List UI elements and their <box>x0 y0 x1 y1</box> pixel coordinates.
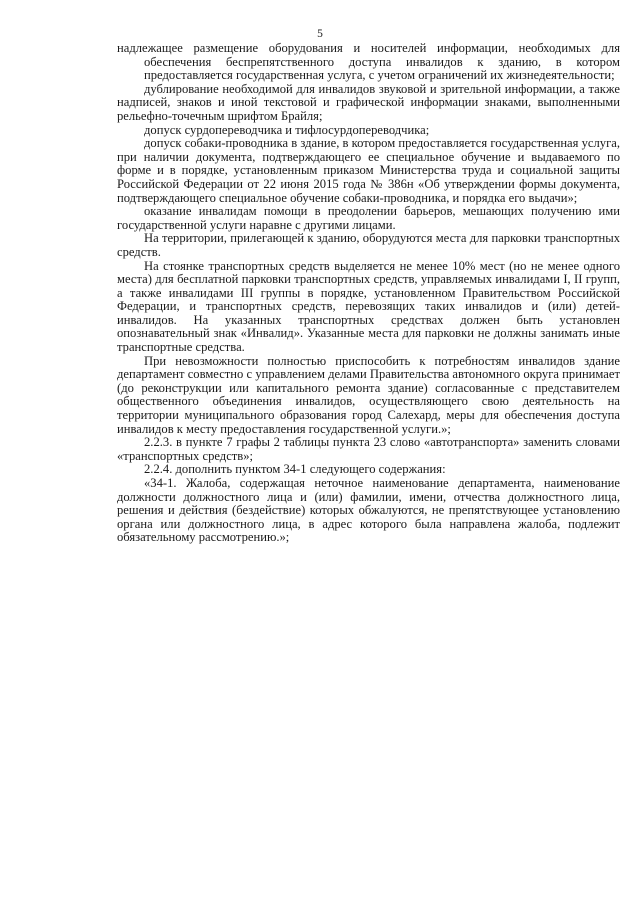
page-number: 5 <box>317 28 323 40</box>
paragraph: допуск собаки-проводника в здание, в котором предоставляется государственная услуга, при наличии документа, подтверждающего ее специальное обучение и выдаваемого по форме и в порядке, установленным приказом Министерства труда и социальной защиты Российской Федерации от 22 июня 2015 года № 386н «Об утверждении формы документа, подтверждающего специальное обучение собаки-проводника, и порядка его выдачи»; <box>117 136 620 205</box>
paragraph: 2.2.3. в пункте 7 графы 2 таблицы пункта 23 слово «автотранспорта» заменить словами «транспортных средств»; <box>117 435 620 463</box>
paragraph: оказание инвалидам помощи в преодолении барьеров, мешающих получению ими государственной услуги наравне с другими лицами. <box>117 204 620 232</box>
paragraph: 2.2.4. дополнить пунктом 34-1 следующего содержания: <box>144 462 446 477</box>
paragraph: надлежащее размещение оборудования и носителей информации, необходимых для обеспечения беспрепятственного доступа инвалидов к зданию, в котором предоставляется государственная услуга, с учетом ограничений их жизнедеятельности; <box>117 41 620 83</box>
paragraph: При невозможности полностью приспособить к потребностям инвалидов здание департамент совместно с управлением делами Правительства автономного округа принимает (до реконструкции или капитального ремонта здание) согласованные с представителем общественного объединения инвалидов, осуществляющего свою деятельность на территории муниципального образования город Салехард, меры для обеспечения доступа инвалидов к месту предоставления государственной услуги.»; <box>117 353 620 436</box>
document-body <box>117 42 620 545</box>
paragraph: дублирование необходимой для инвалидов звуковой и зрительной информации, а также надписей, знаков и иной текстовой и графической информации знаками, выполненными рельефно-точечным шрифтом Брайля; <box>117 81 620 123</box>
paragraph: На стоянке транспортных средств выделяется не менее 10% мест (но не менее одного места) для бесплатной парковки транспортных средств, управляемых инвалидами I, II групп, а также инвалидами III группы в порядке, установленном Правительством Российской Федерации, и транспортных средств, перевозящих таких инвалидов и (или) детей-инвалидов. На указанных транспортных средствах должен быть установлен опознавательный знак «Инвалид». Указанные места для парковки не должны занимать иные транспортные средства. <box>117 258 620 355</box>
paragraph: «34-1. Жалоба, содержащая неточное наименование департамента, наименование должности должностного лица и (или) фамилии, имени, отчества должностного лица, решения и действия (бездействие) которых обжалуются, не препятствующее установлению органа или должностного лица, в адрес которого была направлена жалоба, подлежит обязательному рассмотрению.»; <box>117 476 620 545</box>
paragraph: На территории, прилегающей к зданию, оборудуются места для парковки транспортных средств. <box>117 231 620 259</box>
paragraph: допуск сурдопереводчика и тифлосурдопереводчика; <box>144 122 430 137</box>
